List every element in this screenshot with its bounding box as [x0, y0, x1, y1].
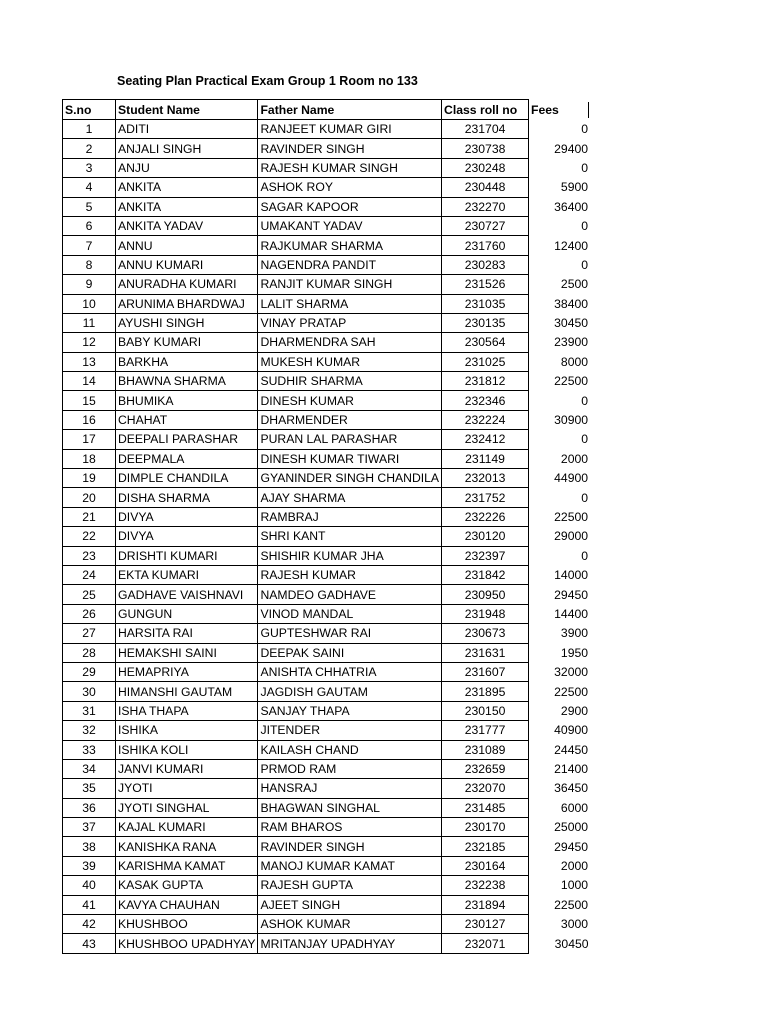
table-row — [63, 507, 590, 526]
cell-fees: 24450 — [554, 742, 589, 757]
cell-class-roll-no: 231777 — [442, 721, 529, 740]
table-row — [63, 275, 590, 294]
cell-fees: 29450 — [554, 587, 589, 602]
cell-father-name: RAVINDER SINGH — [258, 139, 442, 158]
cell-father-name: DHARMENDRA SAH — [258, 333, 442, 352]
cell-fees: 29450 — [554, 839, 589, 854]
table-row — [63, 120, 590, 139]
table-row — [63, 255, 590, 274]
cell-fees: 0 — [581, 432, 589, 447]
cell-class-roll-no: 232238 — [442, 876, 529, 895]
cell-sno: 6 — [63, 216, 116, 235]
cell-fees: 0 — [581, 548, 589, 563]
cell-fees: 25000 — [554, 820, 589, 835]
cell-father-name: SANJAY THAPA — [258, 701, 442, 720]
cell-class-roll-no: 232397 — [442, 546, 529, 565]
cell-student-name: KHUSHBOO UPADHYAY — [116, 934, 258, 953]
cell-father-name: NAGENDRA PANDIT — [258, 255, 442, 274]
cell-student-name: DRISHTI KUMARI — [116, 546, 258, 565]
cell-class-roll-no: 231485 — [442, 798, 529, 817]
cell-fees: 30900 — [554, 413, 589, 428]
cell-class-roll-no: 231948 — [442, 604, 529, 623]
table-row — [63, 662, 590, 681]
cell-student-name: KHUSHBOO — [116, 915, 258, 934]
cell-sno: 28 — [63, 643, 116, 662]
cell-fees: 0 — [581, 160, 589, 175]
cell-sno: 35 — [63, 779, 116, 798]
cell-class-roll-no: 231760 — [442, 236, 529, 255]
cell-class-roll-no: 231752 — [442, 488, 529, 507]
cell-fees: 2000 — [560, 859, 589, 874]
cell-student-name: ANNU KUMARI — [116, 255, 258, 274]
table-row — [63, 701, 590, 720]
cell-sno: 20 — [63, 488, 116, 507]
cell-class-roll-no: 231035 — [442, 294, 529, 313]
cell-student-name: ANJU — [116, 158, 258, 177]
cell-class-roll-no: 230170 — [442, 818, 529, 837]
cell-student-name: GUNGUN — [116, 604, 258, 623]
cell-student-name: DISHA SHARMA — [116, 488, 258, 507]
cell-father-name: GUPTESHWAR RAI — [258, 624, 442, 643]
cell-sno: 3 — [63, 158, 116, 177]
cell-student-name: ISHIKA — [116, 721, 258, 740]
cell-fees: 29000 — [554, 529, 589, 544]
table-row — [63, 216, 590, 235]
cell-class-roll-no: 231895 — [442, 682, 529, 701]
cell-class-roll-no: 231704 — [442, 120, 529, 139]
cell-student-name: ANKITA — [116, 197, 258, 216]
cell-class-roll-no: 231149 — [442, 449, 529, 468]
cell-class-roll-no: 230448 — [442, 178, 529, 197]
cell-class-roll-no: 231894 — [442, 895, 529, 914]
header-fees: Fees — [531, 102, 559, 117]
cell-father-name: RAM BHAROS — [258, 818, 442, 837]
cell-father-name: MRITANJAY UPADHYAY — [258, 934, 442, 953]
cell-fees: 12400 — [554, 238, 589, 253]
cell-sno: 36 — [63, 798, 116, 817]
cell-student-name: ANURADHA KUMARI — [116, 275, 258, 294]
cell-student-name: ARUNIMA BHARDWAJ — [116, 294, 258, 313]
cell-class-roll-no: 232659 — [442, 759, 529, 778]
cell-sno: 19 — [63, 469, 116, 488]
cell-father-name: AJAY SHARMA — [258, 488, 442, 507]
cell-sno: 14 — [63, 372, 116, 391]
cell-fees: 36400 — [554, 199, 589, 214]
table-row — [63, 449, 590, 468]
table-row — [63, 565, 590, 584]
table-row — [63, 759, 590, 778]
cell-father-name: BHAGWAN SINGHAL — [258, 798, 442, 817]
cell-sno: 24 — [63, 565, 116, 584]
cell-sno: 31 — [63, 701, 116, 720]
cell-student-name: KASAK GUPTA — [116, 876, 258, 895]
cell-fees: 44900 — [554, 471, 589, 486]
cell-student-name: ISHA THAPA — [116, 701, 258, 720]
cell-fees: 22500 — [554, 510, 589, 524]
cell-class-roll-no: 232185 — [442, 837, 529, 856]
cell-sno: 38 — [63, 837, 116, 856]
cell-father-name: HANSRAJ — [258, 779, 442, 798]
cell-sno: 16 — [63, 410, 116, 429]
cell-sno: 41 — [63, 895, 116, 914]
cell-fees: 5900 — [560, 180, 589, 195]
cell-father-name: VINOD MANDAL — [258, 604, 442, 623]
cell-father-name: DINESH KUMAR — [258, 391, 442, 410]
header-row — [63, 100, 590, 120]
cell-class-roll-no: 232070 — [442, 779, 529, 798]
cell-student-name: KAJAL KUMARI — [116, 818, 258, 837]
cell-student-name: DIMPLE CHANDILA — [116, 469, 258, 488]
cell-student-name: ANNU — [116, 236, 258, 255]
cell-fees: 21400 — [554, 762, 589, 777]
table-row — [63, 430, 590, 449]
table-row — [63, 488, 590, 507]
cell-father-name: PRMOD RAM — [258, 759, 442, 778]
table-row — [63, 527, 590, 546]
cell-student-name: BHAWNA SHARMA — [116, 372, 258, 391]
table-row — [63, 139, 590, 158]
cell-sno: 2 — [63, 139, 116, 158]
cell-class-roll-no: 230164 — [442, 856, 529, 875]
cell-sno: 18 — [63, 449, 116, 468]
cell-sno: 32 — [63, 721, 116, 740]
cell-fees: 3000 — [560, 917, 589, 932]
cell-sno: 40 — [63, 876, 116, 895]
cell-class-roll-no: 230950 — [442, 585, 529, 604]
cell-father-name: KAILASH CHAND — [258, 740, 442, 759]
cell-sno: 17 — [63, 430, 116, 449]
cell-student-name: DEEPMALA — [116, 449, 258, 468]
cell-sno: 12 — [63, 333, 116, 352]
table-row — [63, 837, 590, 856]
cell-student-name: ADITI — [116, 120, 258, 139]
table-row — [63, 158, 590, 177]
cell-class-roll-no: 232013 — [442, 469, 529, 488]
cell-student-name: ANJALI SINGH — [116, 139, 258, 158]
table-row — [63, 818, 590, 837]
cell-father-name: ANISHTA CHHATRIA — [258, 662, 442, 681]
cell-student-name: GADHAVE VAISHNAVI — [116, 585, 258, 604]
table-row — [63, 410, 590, 429]
cell-student-name: BABY KUMARI — [116, 333, 258, 352]
cell-student-name: JYOTI SINGHAL — [116, 798, 258, 817]
cell-fees: 14000 — [554, 568, 589, 583]
seating-plan-table — [62, 99, 590, 954]
cell-sno: 30 — [63, 682, 116, 701]
cell-fees: 22500 — [554, 374, 589, 389]
cell-sno: 33 — [63, 740, 116, 759]
cell-sno: 15 — [63, 391, 116, 410]
cell-fees: 30450 — [554, 316, 589, 331]
cell-father-name: SAGAR KAPOOR — [258, 197, 442, 216]
cell-class-roll-no: 232270 — [442, 197, 529, 216]
cell-father-name: JAGDISH GAUTAM — [258, 682, 442, 701]
cell-father-name: RAJESH KUMAR SINGH — [258, 158, 442, 177]
cell-class-roll-no: 230283 — [442, 255, 529, 274]
cell-father-name: ASHOK ROY — [258, 178, 442, 197]
cell-fees: 32000 — [554, 665, 589, 680]
table-row — [63, 934, 590, 953]
cell-sno: 27 — [63, 624, 116, 643]
cell-class-roll-no: 230673 — [442, 624, 529, 643]
cell-class-roll-no: 230127 — [442, 915, 529, 934]
cell-student-name: BARKHA — [116, 352, 258, 371]
cell-sno: 37 — [63, 818, 116, 837]
cell-fees: 22500 — [554, 684, 589, 699]
cell-class-roll-no: 230150 — [442, 701, 529, 720]
cell-father-name: RAVINDER SINGH — [258, 837, 442, 856]
cell-father-name: ASHOK KUMAR — [258, 915, 442, 934]
table-body — [63, 120, 590, 954]
cell-student-name: DEEPALI PARASHAR — [116, 430, 258, 449]
table-row — [63, 721, 590, 740]
cell-class-roll-no: 230564 — [442, 333, 529, 352]
cell-sno: 8 — [63, 255, 116, 274]
table-row — [63, 856, 590, 875]
cell-student-name: DIVYA — [116, 507, 258, 526]
cell-father-name: SHRI KANT — [258, 527, 442, 546]
table-row — [63, 915, 590, 934]
cell-class-roll-no: 231631 — [442, 643, 529, 662]
cell-fees: 8000 — [560, 354, 589, 369]
cell-class-roll-no: 231526 — [442, 275, 529, 294]
cell-fees: 0 — [581, 393, 589, 408]
cell-fees: 0 — [581, 490, 589, 505]
cell-student-name: KARISHMA KAMAT — [116, 856, 258, 875]
cell-sno: 43 — [63, 934, 116, 953]
cell-sno: 9 — [63, 275, 116, 294]
cell-fees: 30450 — [554, 936, 589, 951]
cell-fees: 1000 — [560, 878, 589, 893]
cell-sno: 1 — [63, 120, 116, 139]
table-row — [63, 740, 590, 759]
header-father-name: Father Name — [258, 100, 442, 120]
cell-father-name: RAJKUMAR SHARMA — [258, 236, 442, 255]
cell-father-name: MANOJ KUMAR KAMAT — [258, 856, 442, 875]
cell-class-roll-no: 230738 — [442, 139, 529, 158]
cell-sno: 39 — [63, 856, 116, 875]
cell-fees: 0 — [581, 257, 589, 272]
cell-student-name: DIVYA — [116, 527, 258, 546]
cell-student-name: HEMAPRIYA — [116, 662, 258, 681]
cell-student-name: KANISHKA RANA — [116, 837, 258, 856]
cell-sno: 26 — [63, 604, 116, 623]
cell-father-name: LALIT SHARMA — [258, 294, 442, 313]
cell-father-name: RAMBRAJ — [258, 507, 442, 526]
cell-student-name: AYUSHI SINGH — [116, 313, 258, 332]
cell-fees: 6000 — [560, 800, 589, 815]
table-row — [63, 798, 590, 817]
cell-father-name: MUKESH KUMAR — [258, 352, 442, 371]
table-row — [63, 294, 590, 313]
cell-class-roll-no: 231812 — [442, 372, 529, 391]
table-row — [63, 779, 590, 798]
cell-sno: 7 — [63, 236, 116, 255]
cell-student-name: BHUMIKA — [116, 391, 258, 410]
header-class-roll-no: Class roll no — [442, 100, 529, 120]
cell-class-roll-no: 230135 — [442, 313, 529, 332]
table-row — [63, 352, 590, 371]
cell-student-name: HIMANSHI GAUTAM — [116, 682, 258, 701]
cell-student-name: CHAHAT — [116, 410, 258, 429]
cell-fees: 40900 — [554, 723, 589, 738]
table-row — [63, 178, 590, 197]
header-sno: S.no — [63, 100, 116, 120]
table-row — [63, 333, 590, 352]
cell-student-name: KAVYA CHAUHAN — [116, 895, 258, 914]
cell-father-name: RANJIT KUMAR SINGH — [258, 275, 442, 294]
cell-student-name: EKTA KUMARI — [116, 565, 258, 584]
cell-class-roll-no: 232226 — [442, 507, 529, 526]
table-row — [63, 895, 590, 914]
cell-fees: 22500 — [554, 897, 589, 912]
table-row — [63, 372, 590, 391]
cell-class-roll-no: 231089 — [442, 740, 529, 759]
cell-sno: 21 — [63, 507, 116, 526]
cell-fees: 3900 — [560, 626, 589, 641]
cell-student-name: ANKITA YADAV — [116, 216, 258, 235]
text-cursor — [588, 102, 589, 118]
cell-father-name: UMAKANT YADAV — [258, 216, 442, 235]
table-row — [63, 624, 590, 643]
header-student-name: Student Name — [116, 100, 258, 120]
cell-student-name: HARSITA RAI — [116, 624, 258, 643]
cell-sno: 22 — [63, 527, 116, 546]
header-fees-cell — [529, 100, 590, 120]
cell-fees: 2900 — [560, 703, 589, 718]
cell-father-name: RANJEET KUMAR GIRI — [258, 120, 442, 139]
cell-fees: 0 — [581, 219, 589, 234]
cell-student-name: JYOTI — [116, 779, 258, 798]
cell-fees: 29400 — [554, 141, 589, 156]
cell-sno: 11 — [63, 313, 116, 332]
cell-father-name: JITENDER — [258, 721, 442, 740]
cell-fees: 14400 — [554, 606, 589, 621]
cell-sno: 29 — [63, 662, 116, 681]
cell-fees: 36450 — [554, 781, 589, 796]
cell-sno: 34 — [63, 759, 116, 778]
cell-father-name: GYANINDER SINGH CHANDILA — [258, 469, 442, 488]
cell-father-name: NAMDEO GADHAVE — [258, 585, 442, 604]
cell-class-roll-no: 230727 — [442, 216, 529, 235]
cell-father-name: VINAY PRATAP — [258, 313, 442, 332]
cell-student-name: JANVI KUMARI — [116, 759, 258, 778]
table-row — [63, 585, 590, 604]
cell-class-roll-no: 230120 — [442, 527, 529, 546]
table-row — [63, 876, 590, 895]
cell-sno: 42 — [63, 915, 116, 934]
cell-father-name: RAJESH GUPTA — [258, 876, 442, 895]
cell-father-name: PURAN LAL PARASHAR — [258, 430, 442, 449]
cell-sno: 13 — [63, 352, 116, 371]
cell-fees: 38400 — [554, 296, 589, 311]
cell-class-roll-no: 232412 — [442, 430, 529, 449]
table-row — [63, 682, 590, 701]
table-row — [63, 546, 590, 565]
table-row — [63, 197, 590, 216]
table-row — [63, 236, 590, 255]
cell-father-name: SHISHIR KUMAR JHA — [258, 546, 442, 565]
cell-class-roll-no: 232346 — [442, 391, 529, 410]
cell-student-name: ANKITA — [116, 178, 258, 197]
cell-class-roll-no: 231025 — [442, 352, 529, 371]
cell-fees: 2500 — [560, 277, 589, 292]
cell-father-name: DHARMENDER — [258, 410, 442, 429]
cell-father-name: DINESH KUMAR TIWARI — [258, 449, 442, 468]
cell-fees: 23900 — [554, 335, 589, 350]
cell-student-name: ISHIKA KOLI — [116, 740, 258, 759]
cell-class-roll-no: 230248 — [442, 158, 529, 177]
table-row — [63, 604, 590, 623]
table-row — [63, 469, 590, 488]
cell-sno: 10 — [63, 294, 116, 313]
cell-fees: 2000 — [560, 451, 589, 466]
cell-father-name: SUDHIR SHARMA — [258, 372, 442, 391]
table-row — [63, 391, 590, 410]
cell-class-roll-no: 231842 — [442, 565, 529, 584]
cell-sno: 25 — [63, 585, 116, 604]
cell-father-name: AJEET SINGH — [258, 895, 442, 914]
cell-sno: 5 — [63, 197, 116, 216]
cell-father-name: RAJESH KUMAR — [258, 565, 442, 584]
cell-class-roll-no: 232224 — [442, 410, 529, 429]
table-row — [63, 643, 590, 662]
document-title: Seating Plan Practical Exam Group 1 Room no 133 — [117, 74, 418, 88]
cell-fees: 0 — [581, 122, 589, 137]
cell-sno: 23 — [63, 546, 116, 565]
cell-class-roll-no: 231607 — [442, 662, 529, 681]
cell-class-roll-no: 232071 — [442, 934, 529, 953]
table-row — [63, 313, 590, 332]
cell-sno: 4 — [63, 178, 116, 197]
cell-fees: 1950 — [560, 645, 589, 660]
cell-father-name: DEEPAK SAINI — [258, 643, 442, 662]
cell-student-name: HEMAKSHI SAINI — [116, 643, 258, 662]
